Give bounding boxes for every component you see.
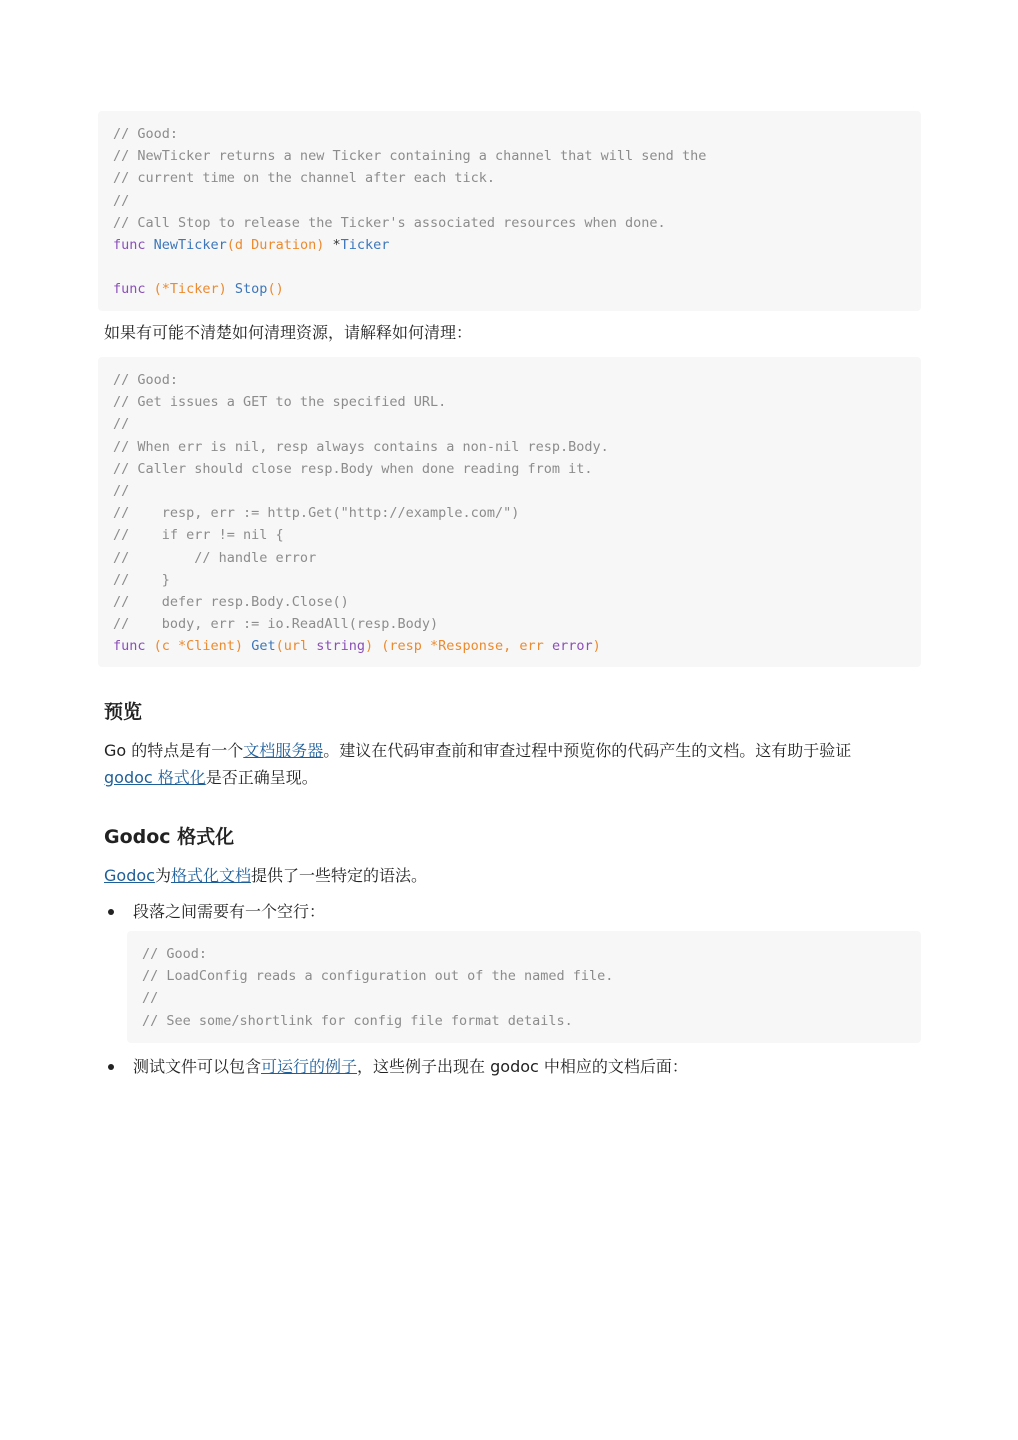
doc-server-link[interactable]: 文档服务器 — [243, 741, 324, 760]
preview-text-b: 。建议在代码审查前和审查过程中预览你的代码产生的文档。这有助于验证 — [323, 741, 852, 760]
godoc-text-mid: 为 — [154, 866, 171, 885]
code-token: // Caller should close resp.Body when done reading from it. — [113, 460, 593, 477]
code-block-get — [98, 357, 921, 667]
formatting-docs-link[interactable]: 格式化文档 — [170, 866, 251, 885]
code-token: // When err is nil, resp always contains a non-nil resp.Body. — [113, 438, 609, 455]
code-line — [113, 123, 921, 145]
code-token: // resp, err := http.Get("http://example.com/") — [113, 505, 520, 522]
code-token: // — [113, 416, 130, 433]
code-token: ) (resp *Response, err — [365, 638, 552, 655]
bullet-item-1: 段落之间需要有一个空行： — [133, 902, 326, 921]
code-line — [113, 413, 921, 435]
code-line — [113, 436, 921, 458]
code-token: func — [113, 236, 154, 253]
code-token: // current time on the channel after each tick. — [113, 170, 496, 187]
bullet-dot-2 — [108, 1064, 114, 1070]
code-token: // Good: — [113, 372, 179, 388]
code-line — [113, 502, 921, 524]
code-line — [113, 278, 921, 300]
godoc-formatting-link[interactable]: godoc 格式化 — [104, 768, 206, 787]
code-token: func — [113, 638, 154, 655]
code-line — [113, 591, 921, 613]
code-token: Stop — [234, 281, 268, 298]
runnable-examples-link[interactable]: 可运行的例子 — [261, 1057, 358, 1076]
code-line — [113, 635, 921, 657]
code-line — [142, 965, 921, 987]
code-token: // // handle error — [113, 549, 317, 566]
code-line — [142, 1010, 921, 1032]
code-token: // NewTicker returns a new Ticker containing a channel that will send the — [113, 148, 707, 165]
bullet-dot-1 — [108, 909, 114, 915]
code-token: func — [113, 281, 154, 298]
code-token: // LoadConfig reads a configuration out of the named file. — [142, 968, 614, 985]
code-token: Get — [251, 638, 276, 655]
code-line — [142, 943, 921, 965]
code-line — [113, 167, 921, 189]
code-block-ticker — [98, 111, 921, 311]
bullet2-text-a: 测试文件可以包含 — [133, 1057, 262, 1076]
code-token: // — [142, 990, 159, 1007]
code-token: ) — [592, 638, 601, 655]
preview-text-a: Go 的特点是有一个 — [104, 741, 244, 760]
code-token: // body, err := io.ReadAll(resp.Body) — [113, 616, 439, 633]
code-line — [113, 190, 921, 212]
godoc-link[interactable]: Godoc — [104, 866, 155, 885]
heading-godoc-formatting: Godoc 格式化 — [104, 826, 235, 848]
code-token: (url — [275, 638, 317, 655]
code-line — [113, 613, 921, 635]
bullet2-text-b: ，这些例子出现在 godoc 中相应的文档后面： — [357, 1057, 688, 1076]
cleanup-intro: 如果有可能不清楚如何清理资源，请解释如何清理： — [104, 323, 473, 342]
code-token: () — [267, 281, 284, 298]
code-token: // — [113, 482, 130, 499]
godoc-paragraph — [104, 862, 914, 889]
code-token: // defer resp.Body.Close() — [113, 593, 349, 610]
code-line — [113, 458, 921, 480]
code-line — [113, 547, 921, 569]
bullet-item-2 — [133, 1053, 913, 1080]
code-token: string — [316, 638, 365, 655]
preview-text-c: 是否正确呈现。 — [205, 768, 318, 787]
code-token: // Get issues a GET to the specified URL. — [113, 394, 447, 411]
code-line — [113, 145, 921, 167]
code-token: NewTicker — [153, 236, 227, 253]
code-token: // Good: — [113, 126, 179, 142]
code-line — [113, 569, 921, 591]
code-token: * — [332, 236, 341, 253]
code-token: (d Duration) — [226, 236, 333, 253]
code-line — [113, 212, 921, 234]
code-token: // — [113, 192, 130, 209]
code-token: // if err != nil { — [113, 527, 284, 544]
heading-preview: 预览 — [104, 701, 143, 723]
code-token: Ticker — [340, 236, 390, 253]
code-token: // Call Stop to release the Ticker's associated resources when done. — [113, 214, 666, 231]
code-line — [113, 234, 921, 256]
godoc-text-end: 提供了一些特定的语法。 — [250, 866, 427, 885]
code-line — [142, 987, 921, 1009]
code-token: (*Ticker) — [153, 281, 235, 298]
code-line — [113, 391, 921, 413]
code-line — [113, 256, 921, 278]
code-token: (c *Client) — [153, 638, 252, 655]
code-line — [113, 369, 921, 391]
preview-paragraph — [104, 737, 914, 791]
code-token: error — [551, 638, 593, 655]
code-line — [113, 524, 921, 546]
code-token: // See some/shortlink for config file format details. — [142, 1012, 573, 1029]
code-line — [113, 480, 921, 502]
code-token: // } — [113, 571, 170, 588]
code-block-loadconfig — [127, 931, 921, 1043]
code-token: // Good: — [142, 946, 208, 962]
